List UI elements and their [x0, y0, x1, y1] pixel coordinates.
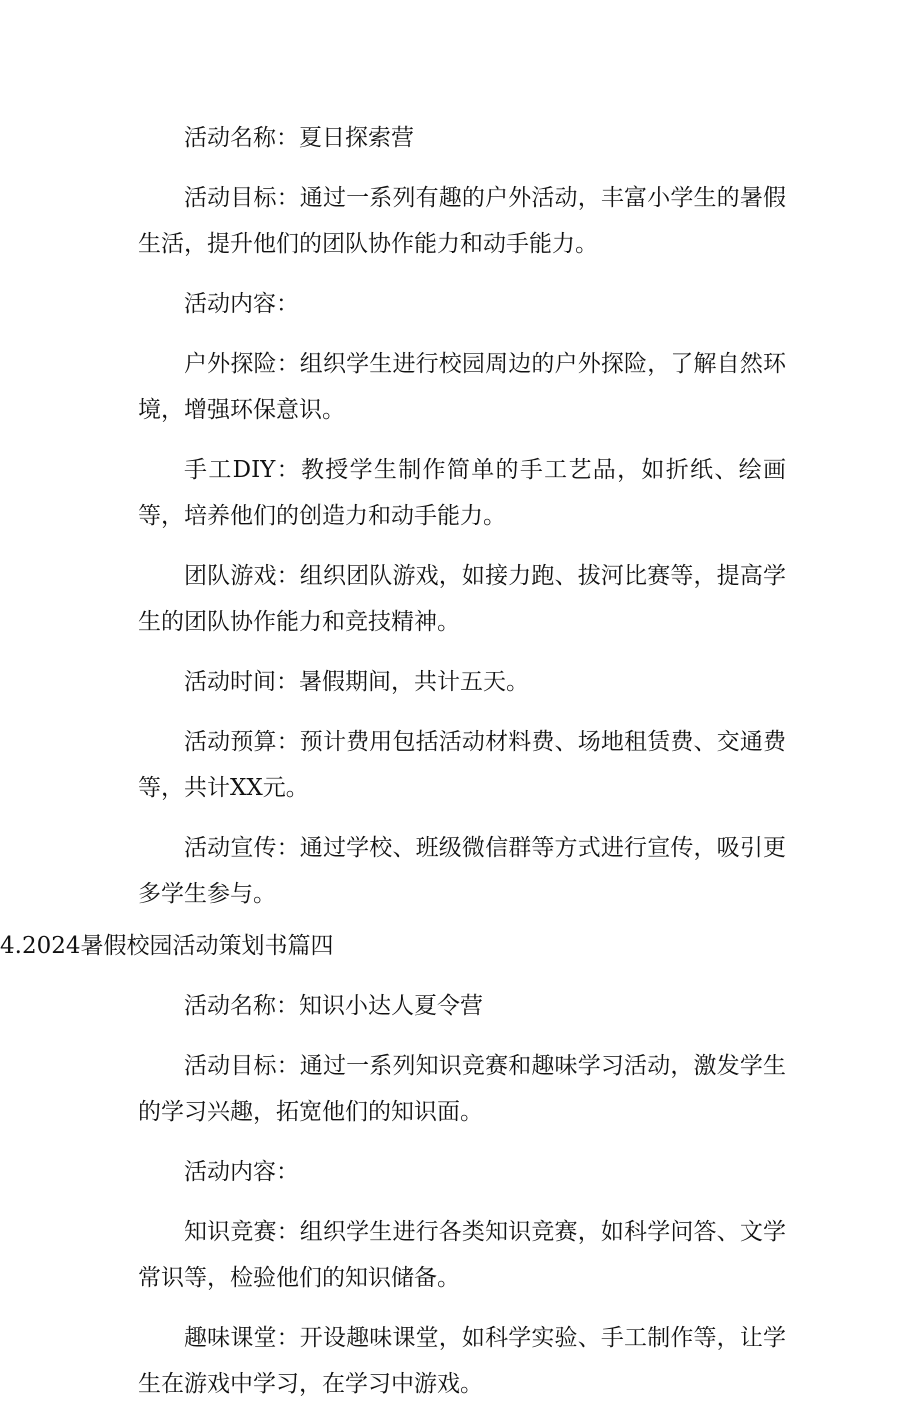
paragraph-fun-classroom: 趣味课堂：开设趣味课堂，如科学实验、手工制作等，让学生在游戏中学习，在学习中游戏。	[138, 1325, 786, 1397]
paragraph-section-activity-goal: 活动目标：通过一系列知识竞赛和趣味学习活动，激发学生的学习兴趣，拓宽他们的知识面。	[138, 1053, 786, 1125]
document-body	[0, 115, 786, 1421]
paragraph-knowledge-contest: 知识竞赛：组织学生进行各类知识竞赛，如科学问答、文学常识等，检验他们的知识储备。	[138, 1219, 786, 1291]
paragraph-outdoor-adventure: 户外探险：组织学生进行校园周边的户外探险，了解自然环境，增强环保意识。	[138, 351, 786, 423]
paragraph-activity-time: 活动时间：暑假期间，共计五天。	[184, 669, 529, 695]
paragraph-activity-budget: 活动预算：预计费用包括活动材料费、场地租赁费、交通费等，共计XX元。	[138, 729, 786, 801]
paragraph-activity-name: 活动名称：夏日探索营	[184, 125, 414, 151]
paragraph-team-games: 团队游戏：组织团队游戏，如接力跑、拔河比赛等，提高学生的团队协作能力和竞技精神。	[138, 563, 786, 635]
paragraph-activity-goal: 活动目标：通过一系列有趣的户外活动，丰富小学生的暑假生活，提升他们的团队协作能力和动手能力。	[138, 185, 786, 257]
paragraph-activity-content: 活动内容：	[184, 291, 299, 317]
section-heading: 4.2024暑假校园活动策划书篇四	[0, 933, 334, 959]
paragraph-activity-promotion: 活动宣传：通过学校、班级微信群等方式进行宣传，吸引更多学生参与。	[138, 835, 786, 907]
paragraph-handcraft-diy: 手工DIY：教授学生制作简单的手工艺品，如折纸、绘画等，培养他们的创造力和动手能力。	[138, 457, 786, 529]
paragraph-section-activity-name: 活动名称：知识小达人夏令营	[184, 993, 483, 1019]
paragraph-section-activity-content: 活动内容：	[184, 1159, 299, 1185]
